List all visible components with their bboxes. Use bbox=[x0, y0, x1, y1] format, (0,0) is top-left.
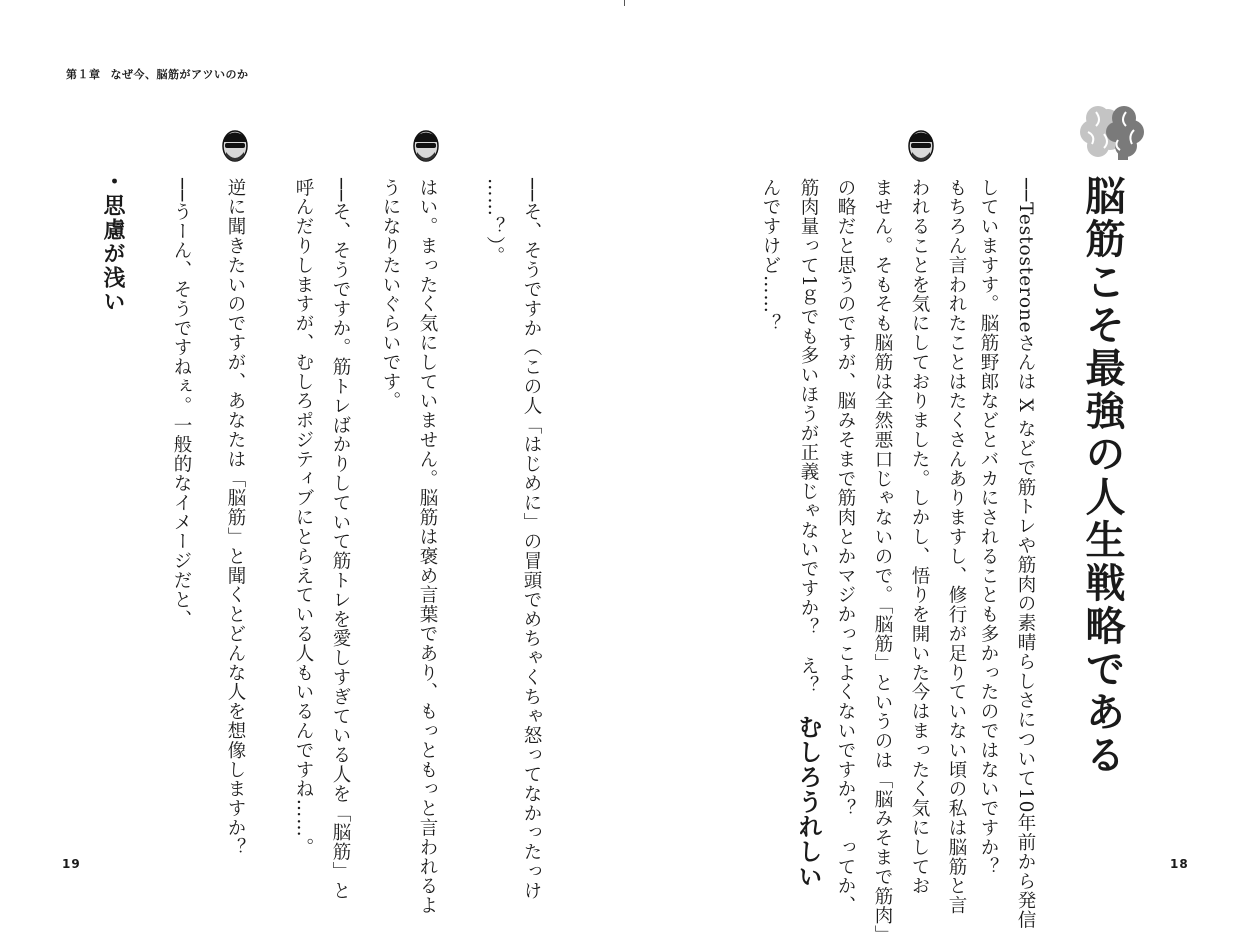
interviewer-2-line-1: ──そ、そうですか。筋トレばかりしていて筋トレを愛しすぎている人を「脳筋」と bbox=[330, 178, 351, 901]
running-head bbox=[66, 66, 249, 82]
speaker-avatar-icon bbox=[906, 128, 936, 168]
subhead-shallow-thinking: ・思慮が浅い bbox=[100, 170, 125, 314]
answer-line-3: ません。そもそも脳筋は全然悪口じゃないので。「脳筋」というのは「脳みそまで筋肉」 bbox=[872, 178, 893, 945]
brain-icon bbox=[1078, 102, 1146, 164]
question-block bbox=[970, 178, 1044, 930]
page-number-left: 19 bbox=[62, 857, 81, 871]
answer-2-line-2: うになりたいぐらいです。 bbox=[380, 178, 401, 411]
chapter-title: なぜ今、脳筋がアツいのか bbox=[110, 68, 249, 81]
answer-line-5 bbox=[789, 178, 827, 889]
answer-block-2 bbox=[372, 178, 446, 916]
answer-3-line-1: 逆に聞きたいのですが、あなたは「脳筋」と聞くとどんな人を想像しますか？ bbox=[225, 178, 246, 857]
interviewer-2-line-2: 呼んだりしますが、むしろポジティブにとらえている人もいるんですね……。 bbox=[293, 178, 314, 857]
interviewer-1-line-1: ──そ、そうですか（この人「はじめに」の冒頭でめちゃくちゃ怒ってなかったっけ bbox=[521, 178, 542, 901]
answer-line-1: もちろん言われたことはたくさんありますし、修行が足りていない頃の私は脳筋と言 bbox=[946, 178, 967, 916]
answer-line-4: の略だと思うのですが、脳みそまで筋肉とかマジかっこよくないですか？ ってか、 bbox=[835, 178, 856, 916]
question-line-2: していますす。脳筋野郎などとバカにされることも多かったのではないですか？ bbox=[978, 178, 999, 877]
section-title: 脳筋こそ最強の人生戦略である bbox=[1079, 175, 1125, 777]
speaker-avatar-icon bbox=[411, 128, 441, 168]
answer-block bbox=[752, 178, 975, 945]
interviewer-block-1 bbox=[476, 178, 550, 901]
answer-line-5-text: 筋肉量って1ｇでも多いほうが正義じゃないですか？ え？ bbox=[798, 178, 819, 696]
answer-block-3 bbox=[217, 178, 254, 857]
interviewer-3-line-1: ──うーん、そうですねぇ。一般的なイメージだと、 bbox=[171, 178, 192, 629]
page-number-right: 18 bbox=[1170, 857, 1189, 871]
gutter-mark bbox=[624, 0, 625, 6]
speaker-avatar-icon bbox=[220, 128, 250, 168]
interviewer-1-line-2: ……？）。 bbox=[484, 178, 505, 266]
question-line-1: ──Testosteroneさんは X などで筋トレや筋肉の素晴らしさについて10年前から発信 bbox=[1015, 178, 1036, 930]
interviewer-block-2 bbox=[285, 178, 359, 901]
answer-2-line-1: はい。まったく気にしていません。脳筋は褒め言葉であり、もっともっと言われるよ bbox=[417, 178, 438, 916]
answer-line-2: われることを気にしておりました。しかし、悟りを開いた今はまったく気にしてお bbox=[909, 178, 930, 896]
interviewer-block-3 bbox=[163, 178, 200, 818]
chapter-label: 第１章 bbox=[66, 68, 101, 81]
answer-line-6: んですけど……？ bbox=[760, 178, 781, 334]
emphasis-text: むしろうれしい bbox=[794, 714, 822, 889]
